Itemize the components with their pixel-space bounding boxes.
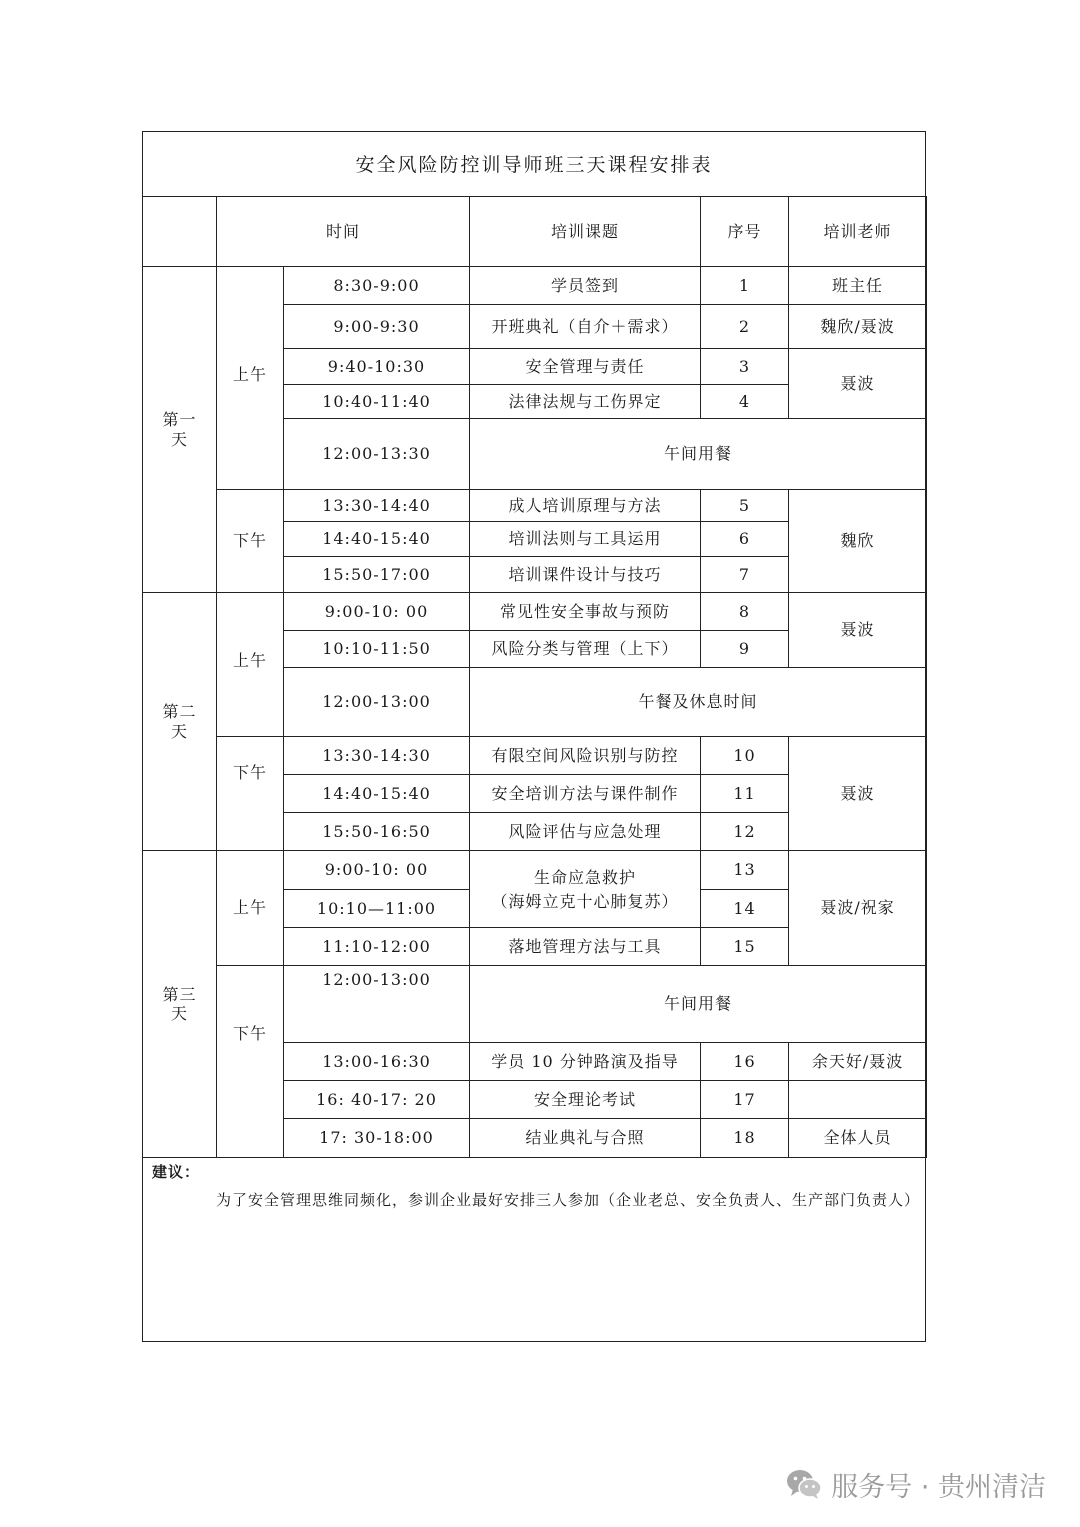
topic-cell: 常见性安全事故与预防 <box>470 593 701 631</box>
time-cell: 12:00-13:00 <box>284 668 470 737</box>
time-cell: 10:40-11:40 <box>284 385 470 419</box>
seq-cell: 17 <box>701 1081 789 1119</box>
topic-cell: 风险分类与管理（上下） <box>470 631 701 668</box>
time-cell: 13:00-16:30 <box>284 1043 470 1081</box>
time-cell: 11:10-12:00 <box>284 928 470 966</box>
topic-cell: 生命应急救护 <box>470 851 701 890</box>
seq-cell: 18 <box>701 1119 789 1158</box>
page-title: 安全风险防控训导师班三天课程安排表 <box>355 154 713 176</box>
topic-cell: 安全培训方法与课件制作 <box>470 775 701 813</box>
suggestion-block <box>152 1158 921 1214</box>
seq-cell: 2 <box>701 305 789 349</box>
topic-cell: 培训法则与工具运用 <box>470 522 701 557</box>
teacher-cell: 全体人员 <box>789 1119 927 1158</box>
time-cell: 12:00-13:00 <box>284 966 470 1043</box>
time-cell: 13:30-14:30 <box>284 737 470 775</box>
topic-cell: 成人培训原理与方法 <box>470 490 701 522</box>
period-label: 下午 <box>217 966 284 1158</box>
header-time: 时间 <box>217 197 470 267</box>
time-cell: 9:00-9:30 <box>284 305 470 349</box>
seq-cell: 8 <box>701 593 789 631</box>
seq-cell: 5 <box>701 490 789 522</box>
teacher-cell: 班主任 <box>789 267 927 305</box>
seq-cell: 7 <box>701 557 789 593</box>
break-cell: 午餐及休息时间 <box>470 668 927 737</box>
time-cell: 9:00-10: 00 <box>284 851 470 890</box>
teacher-cell: 魏欣/聂波 <box>789 305 927 349</box>
teacher-cell: 魏欣 <box>789 490 927 593</box>
header-row <box>143 197 927 267</box>
header-seq: 序号 <box>701 197 789 267</box>
watermark <box>785 1464 1046 1504</box>
time-cell: 14:40-15:40 <box>284 775 470 813</box>
seq-cell: 9 <box>701 631 789 668</box>
time-cell: 15:50-17:00 <box>284 557 470 593</box>
topic-cell: 有限空间风险识别与防控 <box>470 737 701 775</box>
topic-cell: 落地管理方法与工具 <box>470 928 701 966</box>
break-cell: 午间用餐 <box>470 966 927 1043</box>
header-topic: 培训课题 <box>470 197 701 267</box>
topic-cell: 法律法规与工伤界定 <box>470 385 701 419</box>
day-label: 第一 天 <box>143 267 217 593</box>
topic-cell: 安全理论考试 <box>470 1081 701 1119</box>
table-row <box>143 851 927 890</box>
day-label: 第二 天 <box>143 593 217 851</box>
teacher-cell: 聂波 <box>789 349 927 419</box>
time-cell: 16: 40-17: 20 <box>284 1081 470 1119</box>
schedule-table <box>142 196 927 1158</box>
topic-cell: （海姆立克十心肺复苏） <box>470 890 701 928</box>
topic-cell: 开班典礼（自介＋需求） <box>470 305 701 349</box>
table-row <box>143 593 927 631</box>
table-row <box>143 267 927 305</box>
time-cell: 10:10—11:00 <box>284 890 470 928</box>
seq-cell: 16 <box>701 1043 789 1081</box>
header-teacher: 培训老师 <box>789 197 927 267</box>
teacher-cell: 聂波/祝家 <box>789 851 927 966</box>
teacher-cell: 聂波 <box>789 737 927 851</box>
table-row <box>143 737 927 775</box>
suggestion-label: 建议： <box>152 1163 201 1181</box>
day-label: 第三 天 <box>143 851 217 1158</box>
wechat-icon <box>785 1467 823 1501</box>
period-label: 上午 <box>217 593 284 737</box>
teacher-cell <box>789 1081 927 1119</box>
period-label: 下午 <box>217 737 284 851</box>
seq-cell: 4 <box>701 385 789 419</box>
period-label: 下午 <box>217 490 284 593</box>
topic-cell: 风险评估与应急处理 <box>470 813 701 851</box>
table-row <box>143 966 927 1043</box>
watermark-text: 服务号 · 贵州清洁 <box>831 1471 1046 1503</box>
teacher-cell: 聂波 <box>789 593 927 668</box>
time-cell: 9:40-10:30 <box>284 349 470 385</box>
seq-cell: 14 <box>701 890 789 928</box>
period-label: 上午 <box>217 267 284 490</box>
header-corner <box>143 197 217 267</box>
time-cell: 14:40-15:40 <box>284 522 470 557</box>
time-cell: 12:00-13:30 <box>284 419 470 490</box>
time-cell: 15:50-16:50 <box>284 813 470 851</box>
break-cell: 午间用餐 <box>470 419 927 490</box>
topic-cell: 学员 10 分钟路演及指导 <box>470 1043 701 1081</box>
seq-cell: 10 <box>701 737 789 775</box>
teacher-cell: 余天好/聂波 <box>789 1043 927 1081</box>
time-cell: 13:30-14:40 <box>284 490 470 522</box>
time-cell: 10:10-11:50 <box>284 631 470 668</box>
time-cell: 8:30-9:00 <box>284 267 470 305</box>
time-cell: 9:00-10: 00 <box>284 593 470 631</box>
seq-cell: 12 <box>701 813 789 851</box>
seq-cell: 6 <box>701 522 789 557</box>
seq-cell: 1 <box>701 267 789 305</box>
topic-cell: 培训课件设计与技巧 <box>470 557 701 593</box>
time-cell: 17: 30-18:00 <box>284 1119 470 1158</box>
table-row <box>143 490 927 522</box>
seq-cell: 11 <box>701 775 789 813</box>
seq-cell: 3 <box>701 349 789 385</box>
topic-cell: 学员签到 <box>470 267 701 305</box>
period-label: 上午 <box>217 851 284 966</box>
topic-cell: 安全管理与责任 <box>470 349 701 385</box>
suggestion-text: 为了安全管理思维同频化，参训企业最好安排三人参加（企业老总、安全负责人、生产部门负责人） <box>216 1191 921 1209</box>
seq-cell: 13 <box>701 851 789 890</box>
topic-cell: 结业典礼与合照 <box>470 1119 701 1158</box>
seq-cell: 15 <box>701 928 789 966</box>
